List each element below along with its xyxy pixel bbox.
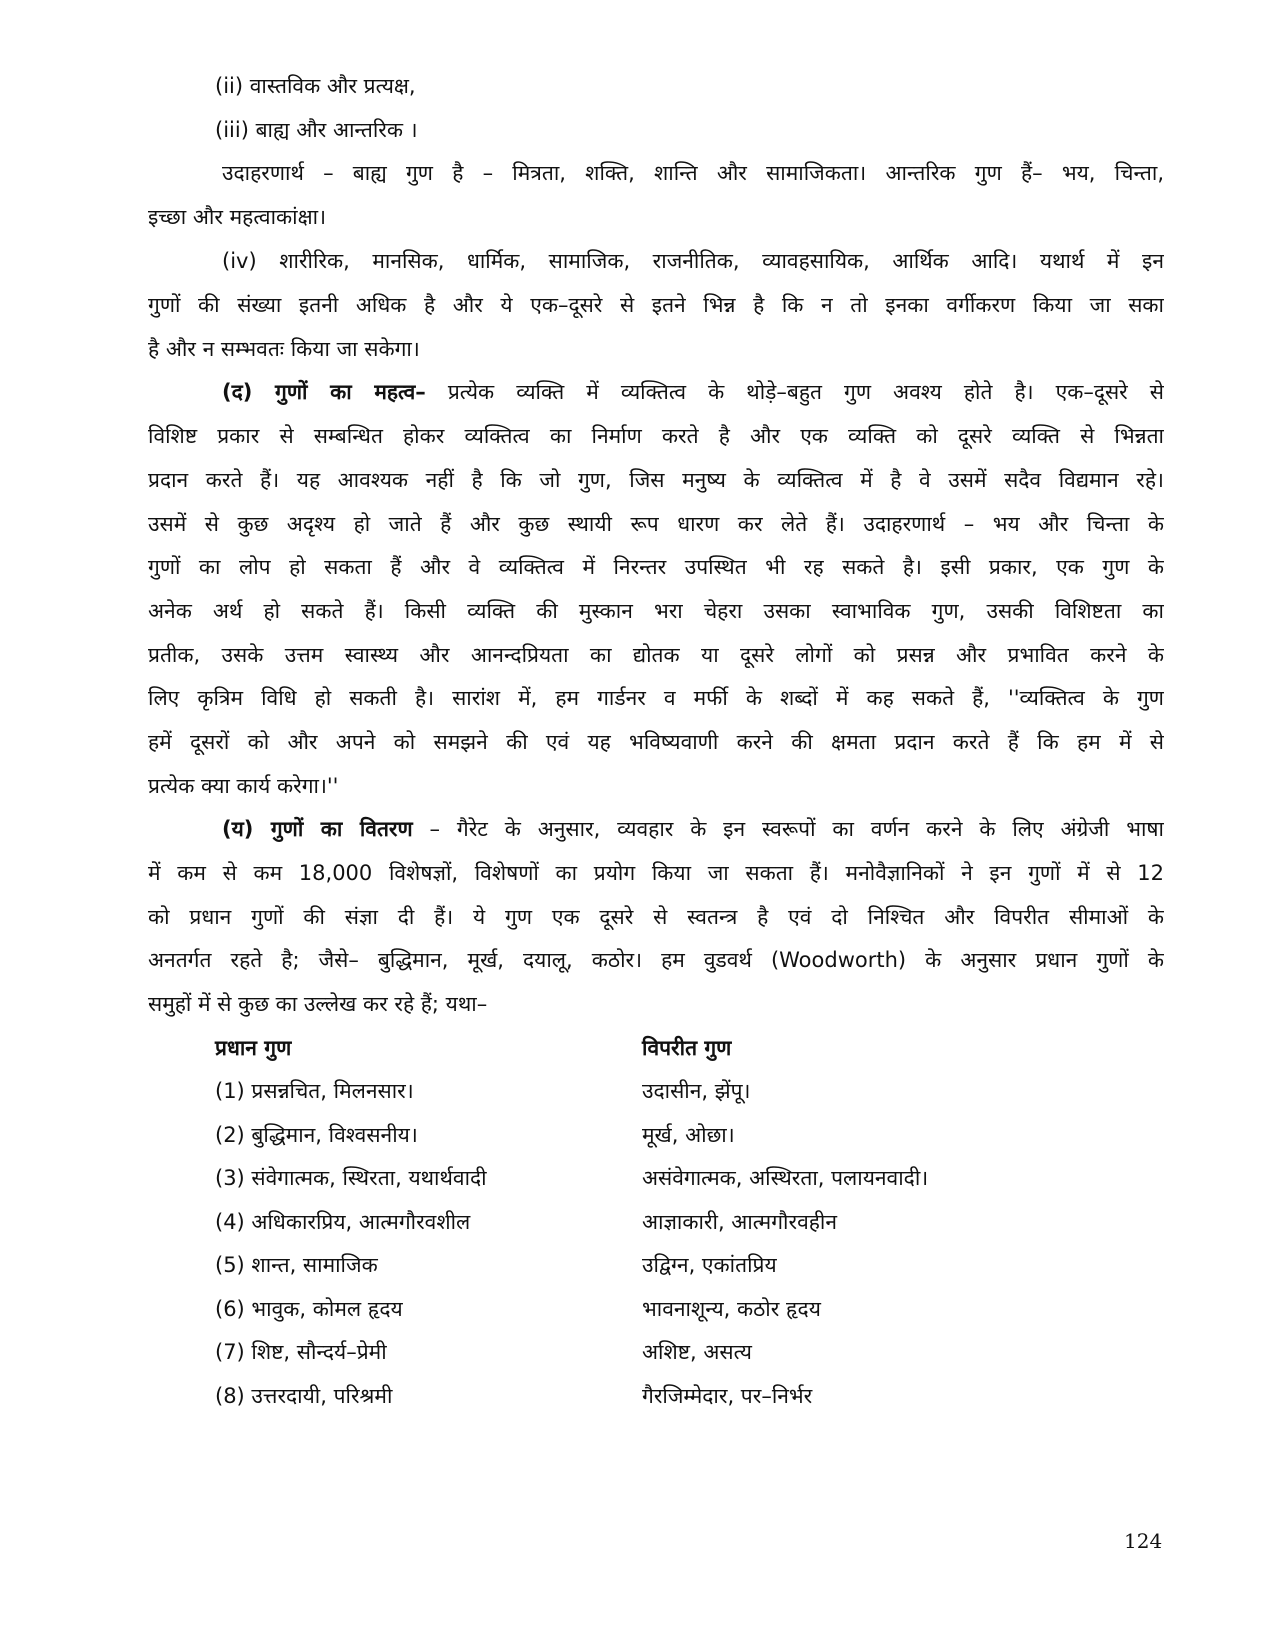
traits-header-opposite: विपरीत गुण [642,1036,732,1060]
section-d-line: उसमें से कुछ अदृश्य हो जाते हैं और कुछ स्थायी रूप धारण कर लेते हैं। उदाहरणार्थ – भय और चिन्ता के [148,512,1164,536]
section-d-first-line [222,378,1164,406]
trait-opposite: गैरजिम्मेदार, पर–निर्भर [642,1384,813,1408]
trait-opposite: मूर्ख, ओछा। [642,1123,735,1147]
section-y-first-line [222,815,1164,843]
trait-primary: (7) शिष्ट, सौन्दर्य–प्रेमी [215,1340,387,1364]
example-paragraph-line: उदाहरणार्थ – बाह्य गुण है – मित्रता, शक्ति, शान्ति और सामाजिकता। आन्तरिक गुण हैं– भय, चिन्ता, [222,161,1164,185]
trait-opposite: आज्ञाकारी, आत्मगौरवहीन [642,1210,837,1234]
trait-opposite: उदासीन, झेंपू। [642,1079,751,1103]
section-y-line: में कम से कम 18,000 विशेषज्ञों, विशेषणों का प्रयोग किया जा सकता हैं। मनोवैज्ञानिकों ने इन गुणों में से 12 [148,861,1164,885]
section-d-line: विशिष्ट प्रकार से सम्बन्धित होकर व्यक्तित्व का निर्माण करते है और एक व्यक्ति को दूसरे व्यक्ति से भिन्नता [148,424,1164,448]
section-d-heading: (द) गुणों का महत्व– [222,380,426,404]
section-y-line: समुहों में से कुछ का उल्लेख कर रहे हैं; यथा– [148,992,488,1016]
section-d-line: प्रदान करते हैं। यह आवश्यक नहीं है कि जो गुण, जिस मनुष्य के व्यक्तित्व में है वे उसमें सदैव विद्यमान रहे। [148,468,1164,492]
trait-opposite: उद्विग्न, एकांतप्रिय [642,1253,777,1277]
section-d-line: प्रतीक, उसके उत्तम स्वास्थ्य और आनन्दप्रियता का द्योतक या दूसरे लोगों को प्रसन्न और प्रभावित करने के [148,643,1164,667]
section-y-heading: (य) गुणों का वितरण [222,817,413,841]
section-d-line: लिए कृत्रिम विधि हो सकती है। सारांश में, हम गार्डनर व मर्फी के शब्दों में कह सकते हैं, ''व्यक्तित्व के गुण [148,686,1164,710]
traits-header-primary: प्रधान गुण [215,1036,292,1060]
trait-opposite: असंवेगात्मक, अस्थिरता, पलायनवादी। [642,1166,929,1190]
trait-primary: (8) उत्तरदायी, परिश्रमी [215,1384,393,1408]
list-item-ii: (ii) वास्तविक और प्रत्यक्ष, [215,74,416,98]
trait-primary: (4) अधिकारप्रिय, आत्मगौरवशील [215,1210,471,1234]
trait-primary: (1) प्रसन्नचित, मिलनसार। [215,1079,414,1103]
trait-opposite: अशिष्ट, असत्य [642,1340,752,1364]
trait-opposite: भावनाशून्य, कठोर हृदय [642,1297,821,1321]
section-d-line: प्रत्येक क्या कार्य करेगा।'' [148,774,339,798]
item-iv-paragraph-line: (iv) शारीरिक, मानसिक, धार्मिक, सामाजिक, राजनीतिक, व्यावहसायिक, आर्थिक आदि। यथार्थ में इन [222,249,1164,273]
section-y-line: को प्रधान गुणों की संज्ञा दी हैं। ये गुण एक दूसरे से स्वतन्त्र है एवं दो निश्चित और विपरीत सीमाओं के [148,905,1164,929]
section-d-line: गुणों का लोप हो सकता हैं और वे व्यक्तित्व में निरन्तर उपस्थित भी रह सकते है। इसी प्रकार, एक गुण के [148,555,1164,579]
section-y-first-line-text: – गैरेट के अनुसार, व्यवहार के इन स्वरूपों का वर्णन करने के लिए अंग्रेजी भाषा [412,817,1164,841]
list-item-iii: (iii) बाह्य और आन्तरिक । [215,118,418,142]
section-y-line: अनतर्गत रहते है; जैसे– बुद्धिमान, मूर्ख, दयालू, कठोर। हम वुडवर्थ (Woodworth) के अनुसार प्रधान गुणों के [148,948,1164,972]
example-paragraph-line: इच्छा और महत्वाकांक्षा। [148,205,327,229]
section-d-first-line-text: प्रत्येक व्यक्ति में व्यक्तित्व के थोड़े–बहुत गुण अवश्य होते है। एक–दूसरे से [425,380,1164,404]
trait-primary: (2) बुद्धिमान, विश्वसनीय। [215,1123,418,1147]
item-iv-paragraph-line: गुणों की संख्या इतनी अधिक है और ये एक–दूसरे से इतने भिन्न है कि न तो इनका वर्गीकरण किया जा सका [148,293,1164,317]
item-iv-paragraph-line: है और न सम्भवतः किया जा सकेगा। [148,337,420,361]
section-d-line: अनेक अर्थ हो सकते हैं। किसी व्यक्ति की मुस्कान भरा चेहरा उसका स्वाभाविक गुण, उसकी विशिष्टता का [148,599,1164,623]
trait-primary: (5) शान्त, सामाजिक [215,1253,378,1277]
trait-primary: (6) भावुक, कोमल हृदय [215,1297,403,1321]
section-d-line: हमें दूसरों को और अपने को समझने की एवं यह भविष्यवाणी करने की क्षमता प्रदान करते हैं कि हम में से [148,730,1164,754]
trait-primary: (3) संवेगात्मक, स्थिरता, यथार्थवादी [215,1166,487,1190]
page-number: 124 [1124,1529,1163,1553]
